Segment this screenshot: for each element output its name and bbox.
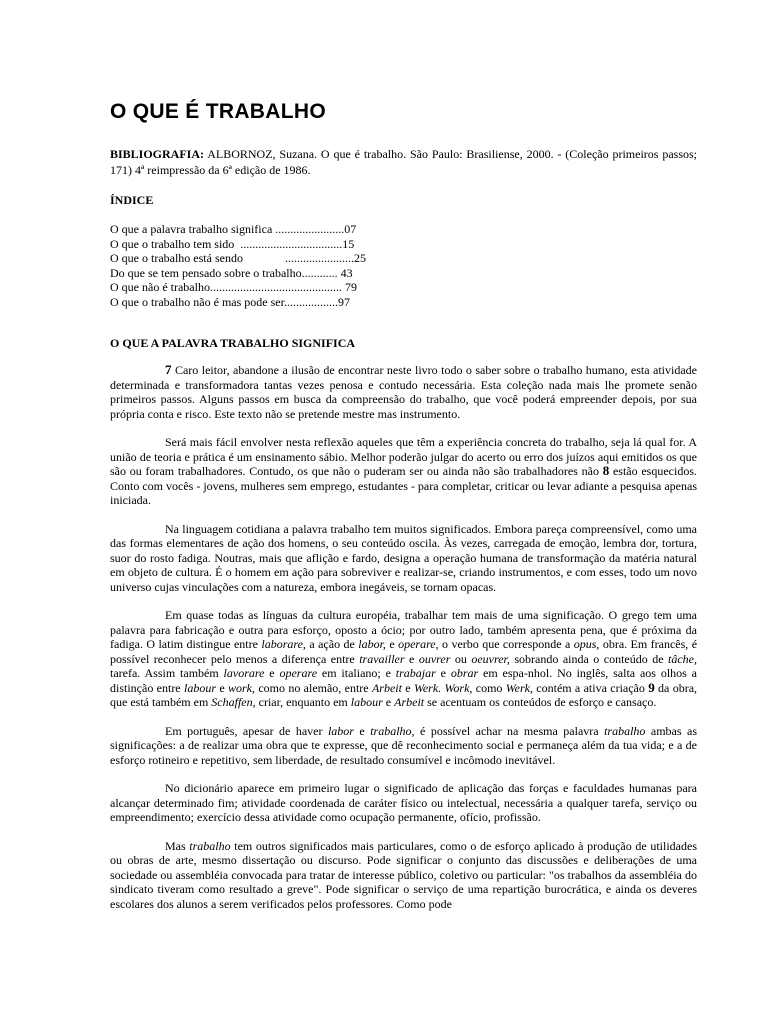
text-run: e — [216, 680, 228, 695]
italic-term: ouvrer — [418, 651, 451, 666]
paragraph — [110, 781, 697, 825]
italic-term: trabajar — [395, 666, 436, 680]
text-run: em espa-nhol. No inglês, salta aos olhos a distinção entre — [110, 666, 698, 695]
text-run: ambas as significações: a de realizar uma obra que te expresse, que dê reconhecimento social e permaneça além da tua vida; e a de esforço rotineiro e repetitivo, sem liberdade, de resultado consumível e incômodo inevitável. — [110, 723, 698, 767]
italic-term: trabalho, — [370, 723, 415, 738]
text-run: No dicionário aparece em primeiro lugar o significado de aplicação das forças e faculdades humanas para alcançar determinado fim; atividade coordenada de caráter físico ou intelectual, necessária a qualquer tarefa, serviço ou empreendimento; exercício dessa atividade como ocupação permanente, ofício, profissão. — [110, 781, 697, 824]
text-run: da obra, que está também em — [110, 680, 698, 709]
bibliography — [110, 146, 697, 178]
document-title: O QUE É TRABALHO — [110, 100, 326, 123]
italic-term: work, — [228, 680, 255, 695]
index-heading: ÍNDICE — [110, 193, 154, 207]
italic-term: labor — [327, 723, 354, 738]
italic-term: obrar — [450, 666, 479, 680]
text-run: como no alemão, entre — [255, 680, 372, 695]
text-run: sobrando ainda o conteúdo de — [509, 651, 669, 666]
italic-term: Werk. Work, — [413, 680, 473, 695]
toc-item: O que a palavra trabalho significa .......................07 — [110, 222, 357, 236]
bibliography-text: ALBORNOZ, Suzana. O que é trabalho. São Paulo: Brasiliense, 2000. - (Coleção primeiros passos; 171) 4ª reimpressão da 6ª edição de 1986. — [110, 147, 697, 177]
toc-item: O que o trabalho não é mas pode ser..................97 — [110, 294, 350, 309]
italic-term: travailler — [359, 651, 405, 666]
paragraph — [110, 435, 697, 508]
text-run: Na linguagem cotidiana a palavra trabalho tem muitos significados. Embora pareça compreensível, como uma das formas elementares de ação dos homens, o seu conteúdo oscila. Às vezes, carregada de emoção, lembra dor, tortura, suor do rosto fadiga. Noutras, mais que aflição e fardo, designa a operação humana de transformação da matéria natural em objeto de cultura. É o homem em ação para sobreviver e realizar-se, criando instrumentos, e com esses, todo um novo universo cujas vinculações com a natureza, embora inegáveis, se tornam opacas. — [110, 521, 697, 594]
text-run: a ação de — [305, 637, 359, 651]
text-run: tem outros significados mais particulares, como o de esforço aplicado à produção de utilidades ou obras de arte, mesmo dissertação ou discurso. Pode significar o conjunto das discussões e deliberações de uma sociedade ou assembléia convocada para tratar de interesse público, coletivo ou particular: "os trabalhos da assembléia do sindicato tiveram como resultado a greve". Pode significar o serviço de uma repartição burocrática, e ainda os deveres escolares dos alunos a serem verificados pelos professores. Como pode — [110, 838, 697, 911]
toc-item: O que o trabalho está sendo .......................25 — [110, 251, 366, 265]
table-of-contents — [110, 222, 697, 309]
page-number-marker: 8 — [602, 463, 610, 478]
text-run: e — [435, 666, 451, 680]
italic-term: labour — [183, 680, 216, 695]
italic-term: Werk, — [505, 680, 533, 695]
italic-term: labor, — [358, 637, 386, 651]
text-run: Em português, apesar de haver — [165, 723, 328, 738]
text-run: como — [472, 680, 506, 695]
bibliography-label: BIBLIOGRAFIA: — [110, 147, 205, 161]
italic-term: tâche, — [668, 651, 698, 666]
text-run: e — [353, 723, 371, 738]
text-run: é possível achar na mesma palavra — [414, 723, 605, 738]
italic-term: trabalho — [604, 723, 646, 738]
toc-item: Do que se tem pensado sobre o trabalho............ 43 — [110, 265, 353, 280]
text-run: se acentuam os conteúdos de esforço e cansaço. — [424, 695, 657, 709]
italic-term: opus, — [573, 637, 600, 651]
text-run: e — [401, 680, 414, 695]
text-run: e — [404, 651, 419, 666]
text-run: estão esquecidos. Conto com vocês - jovens, mulheres sem emprego, estudantes - para completar, criticar ou levar adiante a pesquisa apenas iniciada. — [110, 464, 698, 507]
text-run: em italiano; e — [317, 666, 396, 680]
text-run: ou — [450, 651, 472, 666]
paragraph — [110, 363, 697, 421]
italic-term: Schaffen, — [211, 695, 256, 709]
italic-term: laborare, — [261, 637, 306, 651]
text-run: e — [385, 637, 399, 651]
document-content — [110, 98, 697, 911]
paragraph — [110, 608, 697, 710]
section-heading: O QUE A PALAVRA TRABALHO SIGNIFICA — [110, 336, 356, 350]
italic-term: trabalho — [189, 838, 231, 853]
text-run: criar, enquanto em — [255, 695, 351, 709]
text-run: Em quase todas as línguas da cultura européia, trabalhar tem mais de uma significação. O grego tem uma palavra para fabricação e outra para esforço, oposto a ócio; por outro lado, também apresenta pena, que é próxima da fadiga. O latim distingue entre — [110, 608, 697, 651]
toc-item: O que o trabalho tem sido ..................................15 — [110, 236, 355, 251]
text-run: Caro leitor, abandone a ilusão de encontrar neste livro todo o saber sobre o trabalho humano, esta atividade determinada e transformadora tantas vezes penosa e contudo necessária. Esta coleção nada mais lhe promete senão primeiros passos. Alguns passos em busca da compreensão do trabalho, que você poderá empreender depois, por sua própria conta e risco. Este texto não se pretende mestre mas instrumento. — [110, 363, 697, 421]
text-run: Mas — [165, 838, 190, 853]
italic-term: Arbeit — [394, 695, 425, 709]
text-run: e — [264, 666, 280, 680]
text-run: contém a ativa criação — [532, 680, 649, 695]
paragraph — [110, 724, 697, 768]
italic-term: operare — [279, 666, 318, 680]
text-run: obra. Em francês, é possível reconhecer pelo menos a diferença entre — [110, 637, 698, 666]
paragraph — [110, 839, 697, 912]
page-number-marker: 9 — [648, 679, 655, 695]
paragraph — [110, 522, 697, 595]
italic-term: labour — [350, 695, 383, 709]
text-run: tarefa. Assim também — [110, 666, 224, 680]
text-run: e — [382, 695, 395, 709]
italic-term: operare, — [398, 637, 439, 651]
text-run: Será mais fácil envolver nesta reflexão aqueles que têm a experiência concreta do trabalho, seja lá qual for. A união de teoria e prática é um ensinamento sábio. Melhor poderão julgar do acerto ou erro dos juízos aqui emitidos os que são ou foram trabalhadores. Contudo, os que não o puderam ser ou ainda não são trabalhadores não — [110, 435, 697, 478]
page-number-marker: 7 — [165, 362, 172, 377]
text-run: o verbo que corresponde a — [438, 637, 574, 651]
italic-term: lavorare — [223, 666, 265, 680]
italic-term: Arbeit — [371, 680, 402, 695]
toc-item: O que não é trabalho............................................ 79 — [110, 280, 357, 294]
italic-term: oeuvrer, — [471, 651, 510, 666]
